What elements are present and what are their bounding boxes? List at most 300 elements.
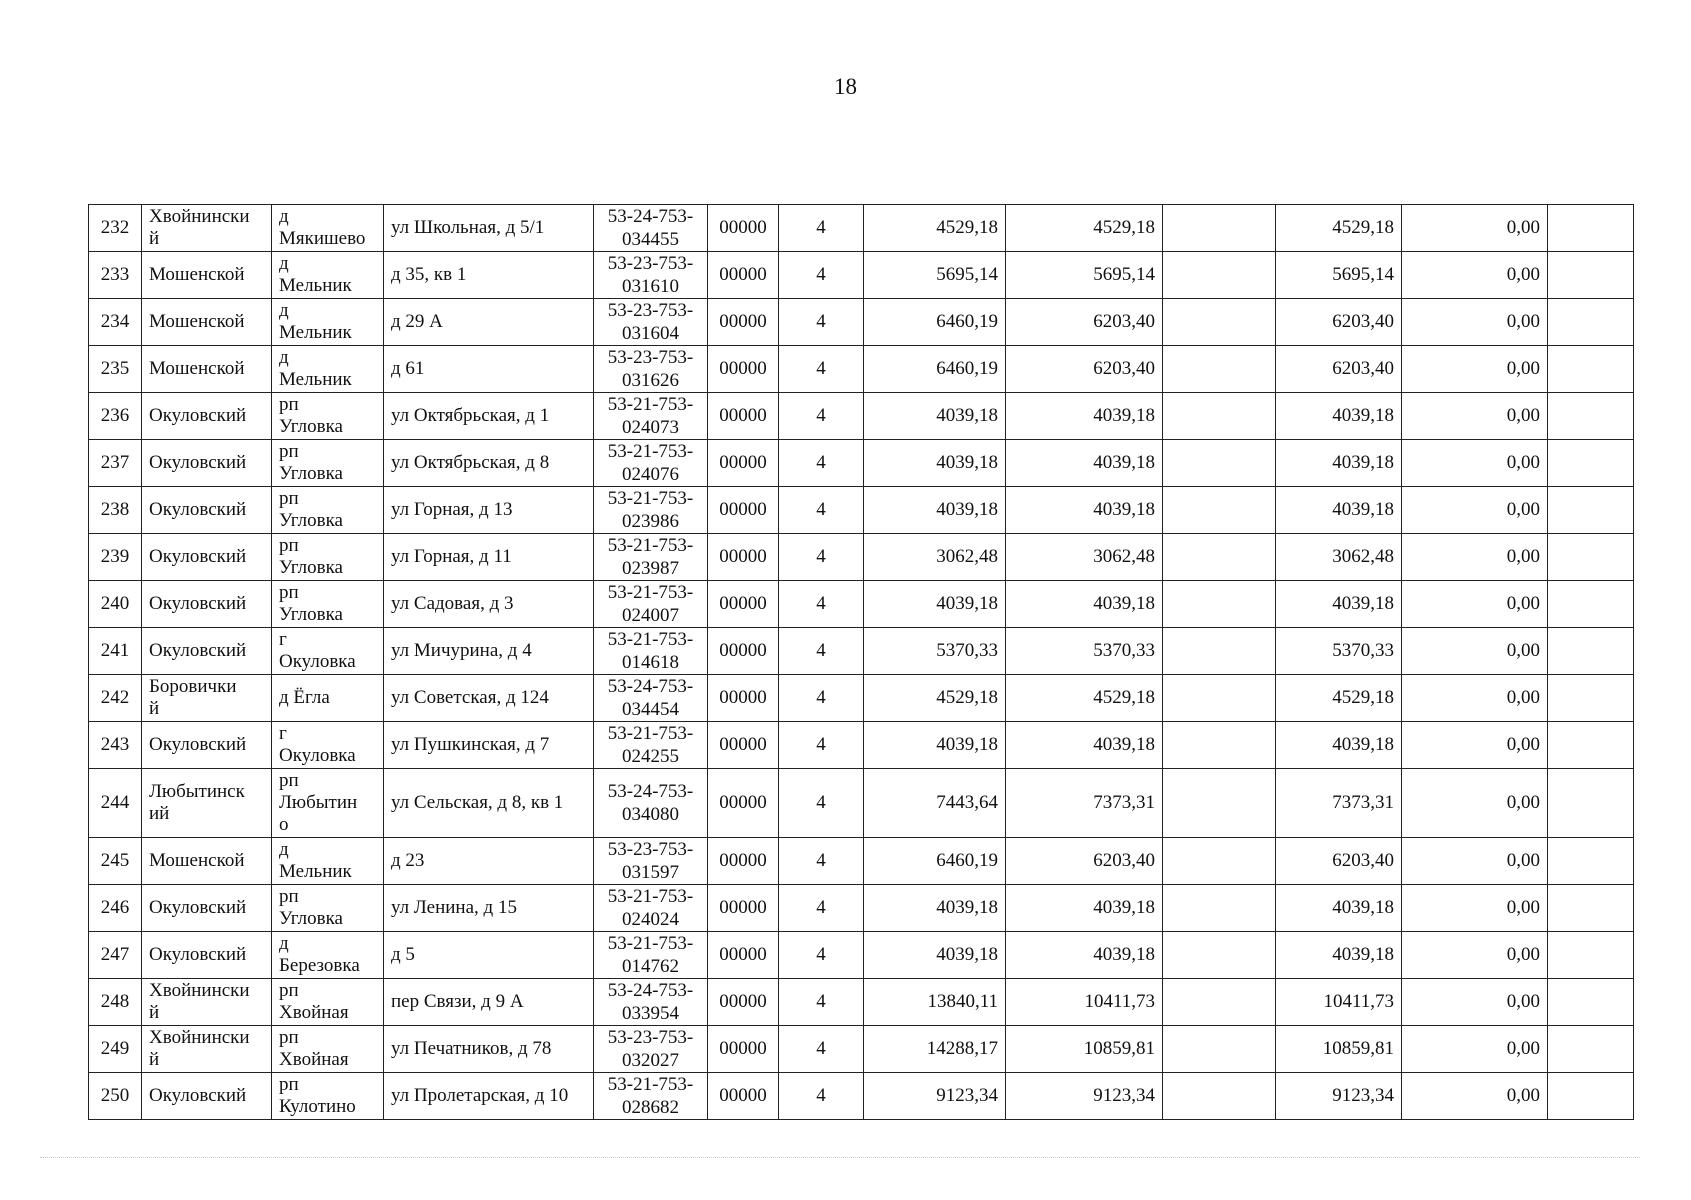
amount-2-cell (1006, 885, 1163, 932)
amount-1-cell (864, 205, 1006, 252)
row-number-cell (89, 1073, 142, 1120)
row-number: 234 (100, 311, 130, 332)
row-number: 241 (100, 640, 130, 661)
settlement-type: д (279, 347, 289, 368)
district-cell (142, 581, 272, 628)
code-cell (594, 628, 708, 675)
code-suffix-cell (708, 393, 779, 440)
code-line-1: 53-23-753- (607, 1027, 694, 1048)
amount-4: 4039,18 (1332, 734, 1394, 755)
address-cell (384, 722, 594, 769)
amount-1: 4039,18 (936, 593, 998, 614)
address-text: пер Связи, д 9 А (391, 991, 524, 1012)
address-cell (384, 252, 594, 299)
address-text: ул Печатников, д 78 (391, 1038, 552, 1059)
amount-5-cell (1402, 346, 1548, 393)
address-text: ул Пушкинская, д 7 (391, 734, 550, 755)
row-number: 250 (100, 1085, 130, 1106)
amount-3-cell (1163, 722, 1276, 769)
settlement-cell (272, 722, 384, 769)
address-text: д 61 (391, 358, 425, 379)
row-number-cell (89, 534, 142, 581)
amount-5: 0,00 (1506, 1085, 1540, 1106)
address-cell (384, 581, 594, 628)
code-suffix: 00000 (719, 1085, 767, 1106)
amount-2-cell (1006, 979, 1163, 1026)
amount-1: 6460,19 (936, 358, 998, 379)
address-cell (384, 393, 594, 440)
district-cell (142, 769, 272, 838)
amount-4: 4529,18 (1332, 217, 1394, 238)
district-name-line-1: Хвойнински (149, 206, 250, 227)
amount-1-cell (864, 299, 1006, 346)
address-cell (384, 299, 594, 346)
amount-4: 5695,14 (1332, 264, 1394, 285)
amount-4: 4039,18 (1332, 452, 1394, 473)
code-suffix-cell (708, 1073, 779, 1120)
district-cell (142, 487, 272, 534)
amount-1: 4039,18 (936, 499, 998, 520)
address-text: ул Пролетарская, д 10 (391, 1085, 569, 1106)
amount-4-cell (1276, 628, 1402, 675)
category-cell (779, 1073, 864, 1120)
amount-5-cell (1402, 675, 1548, 722)
address-text: ул Садовая, д 3 (391, 593, 514, 614)
code-suffix: 00000 (719, 792, 767, 813)
district-cell (142, 1073, 272, 1120)
code-suffix: 00000 (719, 499, 767, 520)
amount-4: 3062,48 (1332, 546, 1394, 567)
amount-2: 4039,18 (1093, 593, 1155, 614)
amount-5: 0,00 (1506, 452, 1540, 473)
amount-5: 0,00 (1506, 1038, 1540, 1059)
amount-4: 4039,18 (1332, 499, 1394, 520)
address-text: д 29 А (391, 311, 443, 332)
amount-3-cell (1163, 1026, 1276, 1073)
amount-5-cell (1402, 440, 1548, 487)
code-suffix: 00000 (719, 991, 767, 1012)
settlement-cell (272, 252, 384, 299)
table-row (89, 769, 1634, 838)
district-cell (142, 722, 272, 769)
settlement-name-line-1: Угловка (279, 510, 343, 531)
settlement-cell (272, 932, 384, 979)
amount-1-cell (864, 628, 1006, 675)
code-line-1: 53-23-753- (607, 839, 694, 860)
amount-2-cell (1006, 346, 1163, 393)
code-suffix: 00000 (719, 593, 767, 614)
settlement-cell (272, 1026, 384, 1073)
code-suffix: 00000 (719, 405, 767, 426)
amount-1: 4039,18 (936, 897, 998, 918)
amount-5-cell (1402, 769, 1548, 838)
district-cell (142, 979, 272, 1026)
settlement-type: д (279, 206, 289, 227)
code-line-2: 024073 (622, 417, 679, 438)
amount-2-cell (1006, 299, 1163, 346)
amount-2-cell (1006, 440, 1163, 487)
district-name-line-1: Окуловский (149, 897, 247, 918)
address-text: ул Сельская, д 8, кв 1 (391, 792, 564, 813)
row-number: 240 (100, 593, 130, 614)
amount-1-cell (864, 393, 1006, 440)
amount-6-cell (1548, 393, 1634, 440)
amount-3-cell (1163, 769, 1276, 838)
settlement-type: рп (279, 441, 299, 462)
amount-2: 10859,81 (1083, 1038, 1155, 1059)
amount-6-cell (1548, 932, 1634, 979)
district-name-line-1: Мошенской (149, 311, 245, 332)
amount-5-cell (1402, 628, 1548, 675)
amount-1-cell (864, 440, 1006, 487)
code-cell (594, 932, 708, 979)
code-line-2: 028682 (622, 1097, 679, 1118)
code-cell (594, 252, 708, 299)
amount-2: 6203,40 (1093, 850, 1155, 871)
code-cell (594, 675, 708, 722)
table-row (89, 932, 1634, 979)
address-cell (384, 675, 594, 722)
address-cell (384, 1073, 594, 1120)
amount-4-cell (1276, 885, 1402, 932)
registry-table (88, 204, 1634, 1120)
amount-3-cell (1163, 1073, 1276, 1120)
category-cell (779, 932, 864, 979)
amount-1: 4039,18 (936, 405, 998, 426)
amount-4: 5370,33 (1332, 640, 1394, 661)
settlement-cell (272, 346, 384, 393)
amount-2: 4039,18 (1093, 499, 1155, 520)
table-row (89, 393, 1634, 440)
code-cell (594, 838, 708, 885)
code-suffix: 00000 (719, 897, 767, 918)
amount-2-cell (1006, 675, 1163, 722)
code-line-1: 53-24-753- (607, 206, 694, 227)
code-suffix: 00000 (719, 1038, 767, 1059)
amount-5: 0,00 (1506, 405, 1540, 426)
amount-5-cell (1402, 722, 1548, 769)
settlement-cell (272, 487, 384, 534)
code-suffix: 00000 (719, 687, 767, 708)
district-cell (142, 838, 272, 885)
code-line-2: 034454 (622, 699, 679, 720)
category-cell (779, 675, 864, 722)
table-row (89, 885, 1634, 932)
settlement-name-line-1: Угловка (279, 604, 343, 625)
amount-1: 13840,11 (927, 991, 998, 1012)
code-suffix: 00000 (719, 264, 767, 285)
amount-1-cell (864, 346, 1006, 393)
settlement-cell (272, 628, 384, 675)
settlement-type: рп (279, 394, 299, 415)
table-row (89, 440, 1634, 487)
amount-6-cell (1548, 534, 1634, 581)
amount-6-cell (1548, 885, 1634, 932)
amount-2: 4039,18 (1093, 897, 1155, 918)
code-suffix: 00000 (719, 311, 767, 332)
settlement-type: д (279, 839, 289, 860)
address-cell (384, 628, 594, 675)
code-suffix-cell (708, 299, 779, 346)
amount-6-cell (1548, 979, 1634, 1026)
amount-2: 4039,18 (1093, 734, 1155, 755)
code-cell (594, 299, 708, 346)
amount-1: 14288,17 (926, 1038, 998, 1059)
code-line-1: 53-24-753- (607, 980, 694, 1001)
settlement-name-line-1: Окуловка (279, 651, 356, 672)
settlement-name-line-1: Мельник (279, 322, 352, 343)
amount-2: 5695,14 (1093, 264, 1155, 285)
code-suffix-cell (708, 979, 779, 1026)
district-name-line-2: ий (149, 803, 170, 824)
amount-2: 4529,18 (1093, 217, 1155, 238)
code-line-2: 034080 (622, 804, 679, 825)
address-cell (384, 346, 594, 393)
scan-artifact-line (40, 1157, 1640, 1160)
row-number-cell (89, 769, 142, 838)
amount-1-cell (864, 979, 1006, 1026)
district-cell (142, 885, 272, 932)
address-text: ул Мичурина, д 4 (391, 640, 532, 661)
amount-2: 4039,18 (1093, 944, 1155, 965)
amount-3-cell (1163, 932, 1276, 979)
settlement-type: рп (279, 770, 299, 791)
amount-2-cell (1006, 722, 1163, 769)
amount-5: 0,00 (1506, 850, 1540, 871)
row-number: 233 (100, 264, 130, 285)
district-name-line-1: Окуловский (149, 734, 247, 755)
settlement-name-line-1: Мякишево (279, 228, 366, 249)
amount-5: 0,00 (1506, 217, 1540, 238)
settlement-type: д (279, 933, 289, 954)
code-line-1: 53-21-753- (607, 886, 694, 907)
amount-3-cell (1163, 393, 1276, 440)
amount-5: 0,00 (1506, 944, 1540, 965)
code-line-2: 024076 (622, 464, 679, 485)
amount-1-cell (864, 252, 1006, 299)
amount-3-cell (1163, 838, 1276, 885)
category-cell (779, 299, 864, 346)
address-text: ул Ленина, д 15 (391, 897, 517, 918)
table-row (89, 487, 1634, 534)
code-line-2: 034455 (622, 229, 679, 250)
district-cell (142, 346, 272, 393)
category-cell (779, 346, 864, 393)
settlement-cell (272, 885, 384, 932)
category-value: 4 (816, 358, 826, 379)
address-text: ул Школьная, д 5/1 (391, 217, 545, 238)
category-value: 4 (816, 217, 826, 238)
row-number-cell (89, 299, 142, 346)
row-number: 238 (100, 499, 130, 520)
settlement-type: рп (279, 980, 299, 1001)
amount-3-cell (1163, 534, 1276, 581)
amount-2: 4529,18 (1093, 687, 1155, 708)
category-value: 4 (816, 734, 826, 755)
code-line-2: 031610 (622, 276, 679, 297)
category-value: 4 (816, 897, 826, 918)
category-value: 4 (816, 792, 826, 813)
amount-2: 6203,40 (1093, 358, 1155, 379)
code-line-1: 53-21-753- (607, 394, 694, 415)
category-value: 4 (816, 499, 826, 520)
amount-5-cell (1402, 487, 1548, 534)
amount-1: 6460,19 (936, 850, 998, 871)
amount-1-cell (864, 838, 1006, 885)
amount-4-cell (1276, 979, 1402, 1026)
amount-1-cell (864, 932, 1006, 979)
amount-5: 0,00 (1506, 897, 1540, 918)
code-line-2: 023986 (622, 511, 679, 532)
district-name-line-1: Окуловский (149, 405, 247, 426)
table-row (89, 581, 1634, 628)
amount-1: 5370,33 (936, 640, 998, 661)
amount-2: 4039,18 (1093, 405, 1155, 426)
amount-4-cell (1276, 440, 1402, 487)
row-number-cell (89, 581, 142, 628)
row-number: 246 (100, 897, 130, 918)
code-line-1: 53-21-753- (607, 441, 694, 462)
amount-2-cell (1006, 628, 1163, 675)
amount-4-cell (1276, 722, 1402, 769)
amount-4-cell (1276, 838, 1402, 885)
amount-2-cell (1006, 1073, 1163, 1120)
settlement-type: д (279, 300, 289, 321)
code-suffix: 00000 (719, 640, 767, 661)
district-cell (142, 1026, 272, 1073)
amount-2-cell (1006, 581, 1163, 628)
code-suffix: 00000 (719, 452, 767, 473)
row-number: 232 (100, 217, 130, 238)
row-number-cell (89, 487, 142, 534)
district-name-line-2: й (149, 1002, 160, 1023)
address-text: д 5 (391, 944, 415, 965)
table-row (89, 675, 1634, 722)
address-text: ул Октябрьская, д 1 (391, 405, 550, 426)
code-line-1: 53-24-753- (607, 676, 694, 697)
amount-5-cell (1402, 1026, 1548, 1073)
code-cell (594, 722, 708, 769)
category-value: 4 (816, 944, 826, 965)
code-suffix: 00000 (719, 944, 767, 965)
category-value: 4 (816, 1038, 826, 1059)
amount-2-cell (1006, 838, 1163, 885)
address-cell (384, 932, 594, 979)
amount-4-cell (1276, 675, 1402, 722)
settlement-name-line-1: Угловка (279, 908, 343, 929)
amount-5: 0,00 (1506, 991, 1540, 1012)
amount-4: 4039,18 (1332, 593, 1394, 614)
category-value: 4 (816, 593, 826, 614)
code-line-1: 53-21-753- (607, 629, 694, 650)
address-text: ул Горная, д 11 (391, 546, 512, 567)
amount-2: 9123,34 (1093, 1085, 1155, 1106)
address-text: д 23 (391, 850, 425, 871)
amount-3-cell (1163, 487, 1276, 534)
code-suffix-cell (708, 581, 779, 628)
amount-5: 0,00 (1506, 593, 1540, 614)
category-cell (779, 534, 864, 581)
code-suffix-cell (708, 675, 779, 722)
row-number-cell (89, 628, 142, 675)
settlement-cell (272, 1073, 384, 1120)
row-number-cell (89, 932, 142, 979)
table-row (89, 299, 1634, 346)
category-value: 4 (816, 1085, 826, 1106)
amount-3-cell (1163, 299, 1276, 346)
code-line-1: 53-21-753- (607, 933, 694, 954)
district-name-line-1: Окуловский (149, 944, 247, 965)
row-number: 239 (100, 546, 130, 567)
settlement-type: г (279, 723, 287, 744)
address-cell (384, 534, 594, 581)
category-value: 4 (816, 687, 826, 708)
amount-5-cell (1402, 838, 1548, 885)
address-cell (384, 487, 594, 534)
settlement-cell (272, 838, 384, 885)
code-cell (594, 205, 708, 252)
amount-3-cell (1163, 581, 1276, 628)
district-cell (142, 299, 272, 346)
table-row (89, 1026, 1634, 1073)
code-suffix-cell (708, 487, 779, 534)
code-suffix: 00000 (719, 358, 767, 379)
district-name-line-1: Окуловский (149, 452, 247, 473)
settlement-cell (272, 440, 384, 487)
amount-5-cell (1402, 205, 1548, 252)
address-cell (384, 440, 594, 487)
code-line-2: 014618 (622, 652, 679, 673)
row-number: 236 (100, 405, 130, 426)
category-cell (779, 252, 864, 299)
category-value: 4 (816, 991, 826, 1012)
category-cell (779, 722, 864, 769)
amount-4-cell (1276, 1026, 1402, 1073)
settlement-name-line-1: Березовка (279, 955, 360, 976)
settlement-type: рп (279, 535, 299, 556)
code-cell (594, 534, 708, 581)
row-number: 247 (100, 944, 130, 965)
category-cell (779, 769, 864, 838)
table-row (89, 1073, 1634, 1120)
row-number-cell (89, 675, 142, 722)
amount-6-cell (1548, 487, 1634, 534)
amount-4-cell (1276, 393, 1402, 440)
district-cell (142, 440, 272, 487)
settlement-cell (272, 393, 384, 440)
code-line-1: 53-23-753- (607, 253, 694, 274)
district-name-line-1: Любытинск (149, 781, 245, 802)
amount-6-cell (1548, 722, 1634, 769)
settlement-name-line-1: Любытин (279, 792, 358, 813)
amount-1: 4529,18 (936, 217, 998, 238)
category-cell (779, 440, 864, 487)
address-text: ул Октябрьская, д 8 (391, 452, 550, 473)
settlement-name-line-2: о (279, 814, 289, 835)
district-name-line-1: Боровички (149, 676, 237, 697)
settlement-type: д Ёгла (279, 687, 330, 708)
amount-3-cell (1163, 979, 1276, 1026)
amount-2-cell (1006, 932, 1163, 979)
registry-table-body (89, 205, 1634, 1120)
settlement-type: рп (279, 488, 299, 509)
settlement-cell (272, 581, 384, 628)
amount-6-cell (1548, 299, 1634, 346)
amount-2: 5370,33 (1093, 640, 1155, 661)
amount-5-cell (1402, 581, 1548, 628)
address-text: д 35, кв 1 (391, 264, 467, 285)
code-line-2: 032027 (622, 1050, 679, 1071)
